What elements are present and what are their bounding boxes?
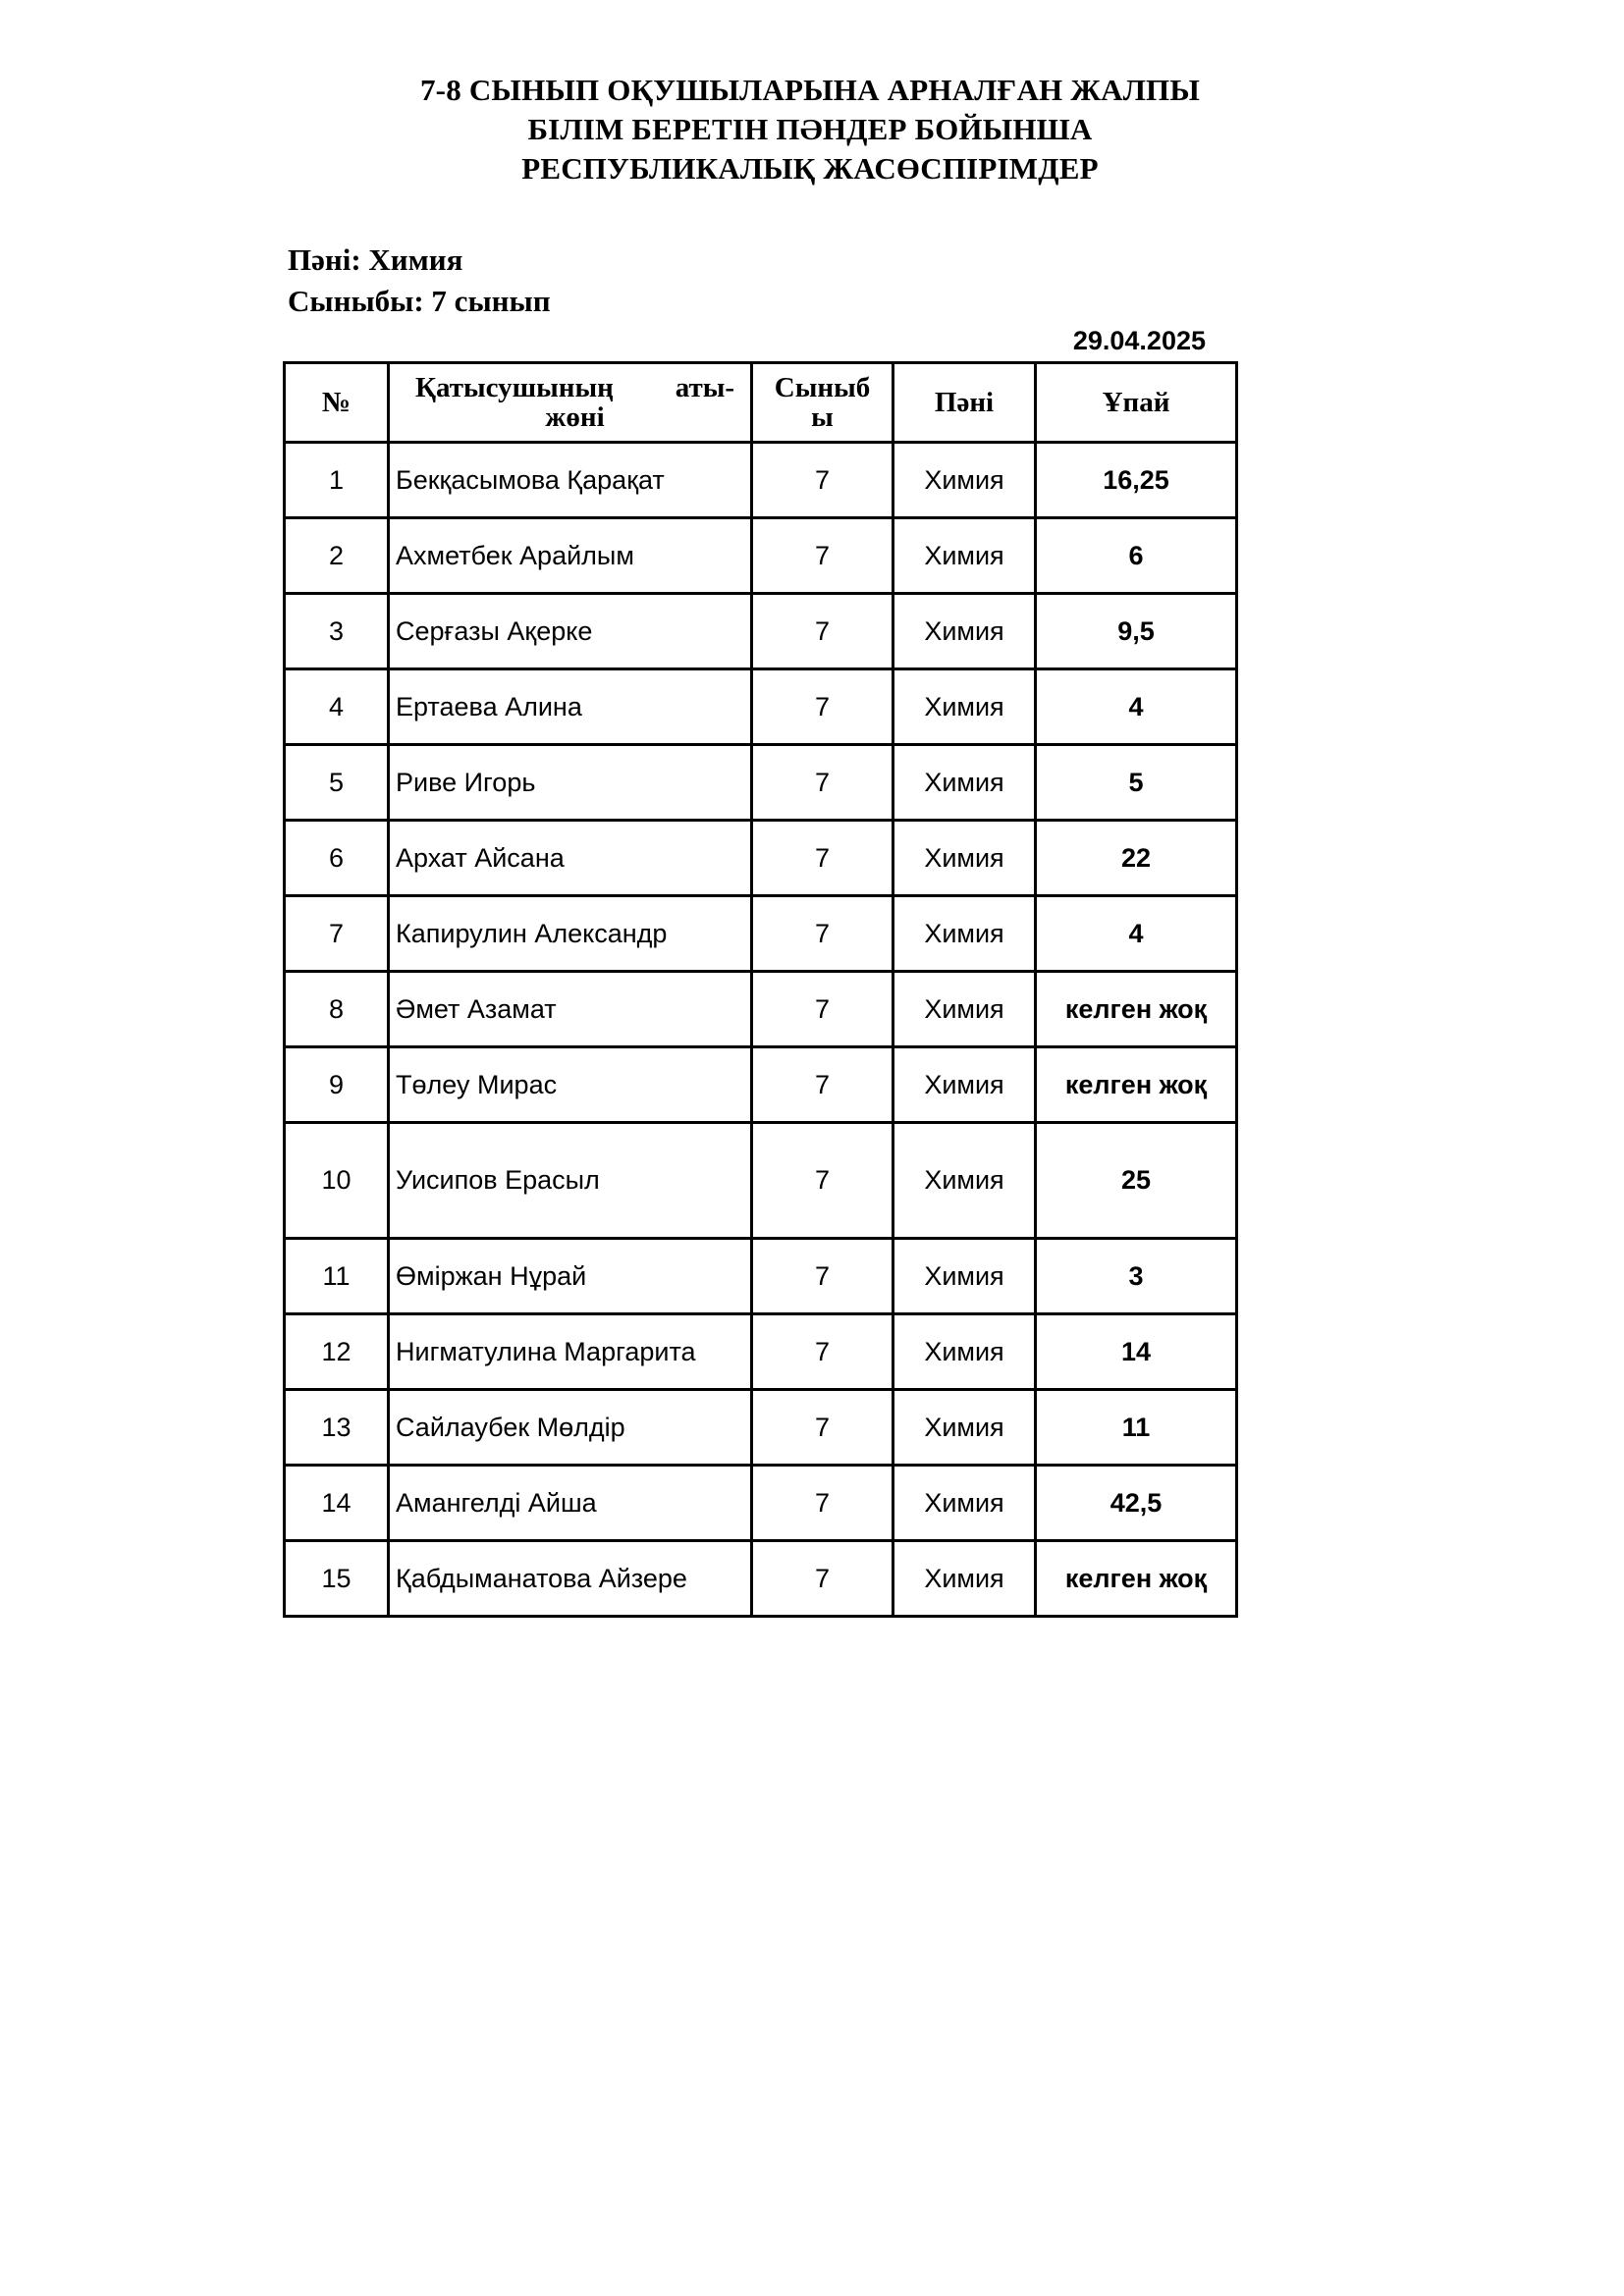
cell-score: 14	[1036, 1314, 1237, 1390]
cell-subject: Химия	[893, 669, 1036, 745]
cell-name: Архат Айсана	[389, 821, 752, 896]
cell-class: 7	[752, 821, 893, 896]
cell-subject: Химия	[893, 1123, 1036, 1239]
cell-number: 7	[285, 896, 389, 972]
cell-score: 5	[1036, 745, 1237, 821]
subject-line: Пәні: Химия	[288, 242, 463, 277]
table-row	[285, 896, 1237, 972]
table-row	[285, 669, 1237, 745]
cell-score: 25	[1036, 1123, 1237, 1239]
cell-score: келген жоқ	[1036, 972, 1237, 1047]
cell-name: Амангелді Айша	[389, 1466, 752, 1541]
table-row	[285, 594, 1237, 669]
cell-number: 2	[285, 518, 389, 594]
cell-class: 7	[752, 972, 893, 1047]
cell-subject: Химия	[893, 745, 1036, 821]
cell-subject: Химия	[893, 1047, 1036, 1123]
cell-subject: Химия	[893, 1390, 1036, 1466]
cell-subject: Химия	[893, 1239, 1036, 1314]
cell-class: 7	[752, 443, 893, 518]
cell-score: 11	[1036, 1390, 1237, 1466]
cell-class: 7	[752, 1390, 893, 1466]
cell-number: 10	[285, 1123, 389, 1239]
cell-name: Уисипов Ерасыл	[389, 1123, 752, 1239]
cell-score: келген жоқ	[1036, 1047, 1237, 1123]
cell-name: Риве Игорь	[389, 745, 752, 821]
cell-name: Капирулин Александр	[389, 896, 752, 972]
cell-class: 7	[752, 1466, 893, 1541]
cell-subject: Химия	[893, 1541, 1036, 1617]
cell-subject: Химия	[893, 1466, 1036, 1541]
cell-score: 42,5	[1036, 1466, 1237, 1541]
cell-score: 4	[1036, 896, 1237, 972]
table-row	[285, 1047, 1237, 1123]
document-meta	[288, 240, 551, 322]
cell-score: 4	[1036, 669, 1237, 745]
table-row	[285, 518, 1237, 594]
title-line-3: РЕСПУБЛИКАЛЫҚ ЖАСӨСПІРІМДЕР	[521, 151, 1099, 186]
table-row	[285, 1541, 1237, 1617]
cell-number: 5	[285, 745, 389, 821]
cell-number: 9	[285, 1047, 389, 1123]
document-date: 29.04.2025	[1072, 326, 1206, 355]
cell-subject: Химия	[893, 1314, 1036, 1390]
col-header-score: Ұпай	[1036, 363, 1237, 443]
title-line-2: БІЛІМ БЕРЕТІН ПӘНДЕР БОЙЫНША	[527, 112, 1093, 146]
table-row	[285, 1123, 1237, 1239]
cell-number: 3	[285, 594, 389, 669]
title-line-1: 7-8 СЫНЫП ОҚУШЫЛАРЫНА АРНАЛҒАН ЖАЛПЫ	[419, 73, 1201, 107]
cell-number: 11	[285, 1239, 389, 1314]
cell-score: келген жоқ	[1036, 1541, 1237, 1617]
cell-number: 1	[285, 443, 389, 518]
cell-score: 9,5	[1036, 594, 1237, 669]
cell-subject: Химия	[893, 972, 1036, 1047]
class-line: Сыныбы: 7 сынып	[288, 284, 551, 318]
table-row	[285, 1239, 1237, 1314]
cell-name: Әмет Азамат	[389, 972, 752, 1047]
table-header-row	[285, 363, 1237, 443]
cell-score: 16,25	[1036, 443, 1237, 518]
cell-class: 7	[752, 594, 893, 669]
cell-subject: Химия	[893, 821, 1036, 896]
cell-name: Қабдыманатова Айзере	[389, 1541, 752, 1617]
cell-number: 13	[285, 1390, 389, 1466]
cell-name: Өміржан Нұрай	[389, 1239, 752, 1314]
cell-class: 7	[752, 1047, 893, 1123]
cell-name: Сайлаубек Мөлдір	[389, 1390, 752, 1466]
cell-score: 22	[1036, 821, 1237, 896]
results-table	[283, 361, 1238, 1618]
cell-class: 7	[752, 518, 893, 594]
cell-number: 8	[285, 972, 389, 1047]
cell-class: 7	[752, 745, 893, 821]
table-row	[285, 1390, 1237, 1466]
table-row	[285, 745, 1237, 821]
cell-subject: Химия	[893, 443, 1036, 518]
cell-class: 7	[752, 896, 893, 972]
col-header-class: Сыныб ы	[752, 363, 893, 443]
cell-number: 4	[285, 669, 389, 745]
cell-class: 7	[752, 1314, 893, 1390]
cell-name: Серғазы Ақерке	[389, 594, 752, 669]
cell-name: Бекқасымова Қарақат	[389, 443, 752, 518]
table-row	[285, 443, 1237, 518]
cell-number: 14	[285, 1466, 389, 1541]
cell-number: 15	[285, 1541, 389, 1617]
cell-subject: Химия	[893, 518, 1036, 594]
cell-name: Ертаева Алина	[389, 669, 752, 745]
cell-class: 7	[752, 1239, 893, 1314]
table-row	[285, 821, 1237, 896]
document-title	[295, 71, 1326, 188]
cell-class: 7	[752, 1123, 893, 1239]
col-header-name: Қатысушының аты- жөні	[389, 363, 752, 443]
cell-number: 6	[285, 821, 389, 896]
cell-score: 3	[1036, 1239, 1237, 1314]
cell-name: Төлеу Мирас	[389, 1047, 752, 1123]
col-header-subject: Пәні	[893, 363, 1036, 443]
cell-name: Ахметбек Арайлым	[389, 518, 752, 594]
cell-subject: Химия	[893, 594, 1036, 669]
cell-class: 7	[752, 669, 893, 745]
table-row	[285, 1466, 1237, 1541]
cell-subject: Химия	[893, 896, 1036, 972]
cell-name: Нигматулина Маргарита	[389, 1314, 752, 1390]
cell-score: 6	[1036, 518, 1237, 594]
table-row	[285, 972, 1237, 1047]
cell-class: 7	[752, 1541, 893, 1617]
cell-number: 12	[285, 1314, 389, 1390]
table-row	[285, 1314, 1237, 1390]
col-header-number: №	[285, 363, 389, 443]
